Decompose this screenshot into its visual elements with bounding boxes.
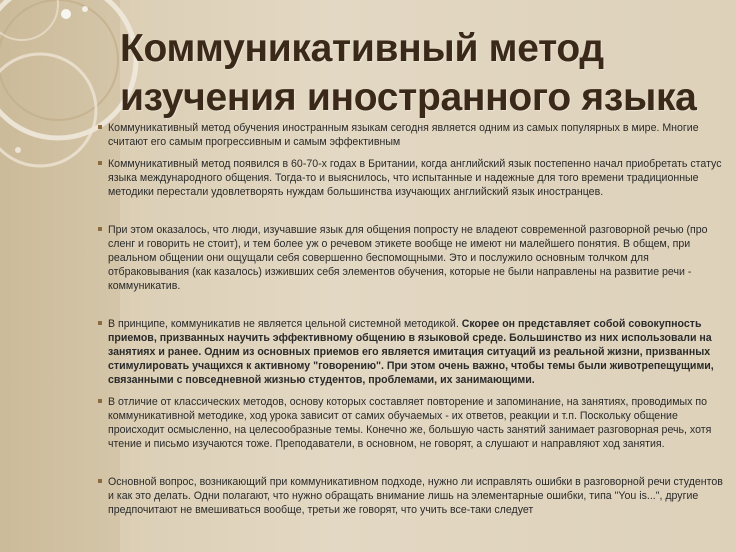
paragraph-4: [98, 317, 726, 387]
title-line-2: изучения иностранного языка: [120, 76, 697, 119]
paragraph-4-normal: В принципе, коммуникатив не является цельной системной методикой.: [108, 318, 462, 330]
paragraph-4-bold: Скорее он представляет собой совокупность приемов, призванных научить эффективному общению в языковой среде. Большинство из них использовали на занятиях и ранее. Одним из основных приемов его является имитация ситуаций из реальной жизни, призванных стимулировать учащихся к активному "говорению". При этом очень важно, чтобы темы были животрепещущими, связанными с повседневной жизнью студентов, проблемами, их занимающими.: [108, 318, 714, 386]
paragraph-6: Основной вопрос, возникающий при коммуникативном подходе, нужно ли исправлять ошибки в разговорной речи студентов и как это делать. Одни полагают, что нужно обращать внимание лишь на элементарные ошибки, типа "You is...", другие предпочитают не вмешиваться вообще, третьи же говорят, что учить все-таки следует: [98, 475, 726, 517]
title-line-1: Коммуникативный метод: [120, 27, 604, 70]
paragraph-3: При этом оказалось, что люди, изучавшие язык для общения попросту не владеют современной разговорной речью (про сленг и говорить не стоит), и тем более уж о речевом этикете вообще не имеют ни малейшего понятия. В общем, при реальном общении они ощущали себя совершенно беспомощными. Это и послужило основным толчком для отбраковывания (как казалось) изживших себя элементов обучения, которые не были направлены на развитие речи - коммуникатив.: [98, 223, 726, 293]
slide-content: [98, 121, 726, 525]
paragraph-2: Коммуникативный метод появился в 60-70-х годах в Британии, когда английский язык постепенно начал приобретать статус языка международного общения. Тогда-то и выяснилось, что испытанные и надежные для того времени традиционные методики перестали удовлетворять нуждам большинства изучающих английский язык иностранцев.: [98, 157, 726, 199]
paragraph-5: В отличие от классических методов, основу которых составляет повторение и запоминание, на занятиях, проводимых по коммуникативной методике, ход урока зависит от самих обучаемых - их ответов, реакции и т.п. Поскольку общение происходит осмысленно, на целесообразные темы. Конечно же, большую часть занятий занимает разговорная речь, хотя чтение и письмо изучаются тоже. Преподаватели, в основном, не говорят, а слушают и направляют ход занятия.: [98, 395, 726, 451]
paragraph-1: Коммуникативный метод обучения иностранным языкам сегодня является одним из самых популярных в мире. Многие считают его самым прогрессивным и самым эффективным: [98, 121, 726, 149]
page-title: [120, 24, 720, 122]
